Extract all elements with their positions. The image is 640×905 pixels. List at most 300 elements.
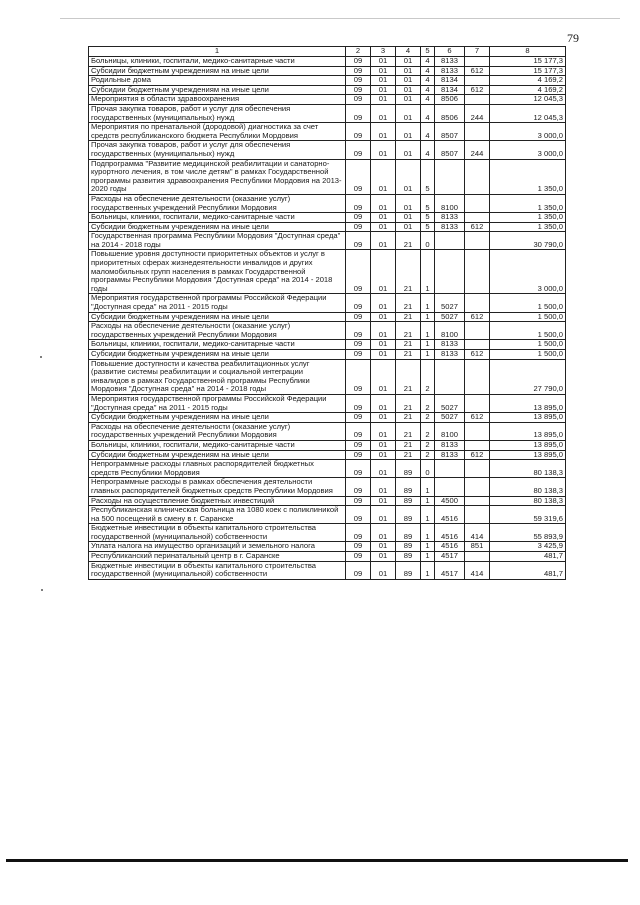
row-code: 21 — [396, 312, 421, 322]
row-amount: 12 045,3 — [490, 95, 566, 105]
scan-speck — [40, 356, 42, 358]
row-code: 414 — [465, 561, 490, 579]
row-code — [465, 123, 490, 141]
row-code: 89 — [396, 552, 421, 562]
row-code: 612 — [465, 413, 490, 423]
row-code: 01 — [396, 159, 421, 194]
row-description: Больницы, клиники, госпитали, медико-санитарные части — [89, 57, 346, 67]
row-code — [435, 250, 465, 294]
row-code: 01 — [396, 104, 421, 122]
row-code: 01 — [371, 294, 396, 312]
row-code: 8133 — [435, 213, 465, 223]
row-code: 01 — [396, 141, 421, 159]
row-code: 4 — [421, 85, 435, 95]
row-code: 01 — [371, 76, 396, 86]
row-code: 01 — [371, 104, 396, 122]
row-code: 0 — [421, 460, 435, 478]
row-code: 09 — [346, 440, 371, 450]
row-code: 01 — [371, 194, 396, 212]
row-code: 01 — [396, 213, 421, 223]
row-code: 8100 — [435, 194, 465, 212]
header-cell: 2 — [346, 47, 371, 57]
row-code: 1 — [421, 552, 435, 562]
table-row — [89, 413, 566, 423]
row-amount: 15 177,3 — [490, 66, 566, 76]
row-code: 5027 — [435, 294, 465, 312]
row-description: Бюджетные инвестиции в объекты капитального строительства государственной (муниципальной) собственности — [89, 524, 346, 542]
header-cell: 4 — [396, 47, 421, 57]
row-description: Родильные дома — [89, 76, 346, 86]
row-code: 244 — [465, 141, 490, 159]
row-code: 01 — [371, 478, 396, 496]
row-amount: 59 319,6 — [490, 506, 566, 524]
row-code: 09 — [346, 294, 371, 312]
row-amount: 3 000,0 — [490, 141, 566, 159]
row-code: 4 — [421, 141, 435, 159]
row-code: 01 — [371, 506, 396, 524]
row-code: 09 — [346, 66, 371, 76]
row-code: 1 — [421, 312, 435, 322]
row-code: 09 — [346, 104, 371, 122]
row-amount: 3 425,9 — [490, 542, 566, 552]
row-code: 21 — [396, 322, 421, 340]
row-amount: 13 895,0 — [490, 394, 566, 412]
row-code: 8506 — [435, 104, 465, 122]
scan-speck — [41, 589, 43, 591]
row-description: Республиканская клиническая больница на 1080 коек с поликлиникой на 500 посещений в смену в г. Саранске — [89, 506, 346, 524]
row-description: Мероприятия государственной программы Российской Федерации "Доступная среда" на 2011 - 2015 годы — [89, 394, 346, 412]
table-row — [89, 460, 566, 478]
table-body — [89, 57, 566, 580]
row-code: 89 — [396, 496, 421, 506]
row-description: Государственная программа Республики Мордовия "Доступная среда" на 2014 - 2018 годы — [89, 232, 346, 250]
row-code — [465, 213, 490, 223]
row-code: 09 — [346, 123, 371, 141]
row-amount: 1 500,0 — [490, 312, 566, 322]
row-amount: 1 500,0 — [490, 322, 566, 340]
row-code: 09 — [346, 159, 371, 194]
row-amount: 3 000,0 — [490, 250, 566, 294]
row-code — [435, 232, 465, 250]
header-cell: 1 — [89, 47, 346, 57]
row-code: 09 — [346, 561, 371, 579]
row-code: 612 — [465, 66, 490, 76]
row-code: 09 — [346, 350, 371, 360]
row-code: 1 — [421, 350, 435, 360]
row-code: 09 — [346, 250, 371, 294]
row-code — [465, 322, 490, 340]
row-code: 01 — [371, 524, 396, 542]
row-description: Бюджетные инвестиции в объекты капитального строительства государственной (муниципальной) собственности — [89, 561, 346, 579]
row-code — [465, 422, 490, 440]
row-code: 4 — [421, 95, 435, 105]
row-code: 09 — [346, 394, 371, 412]
row-description: Республиканский перинатальный центр в г. Саранске — [89, 552, 346, 562]
row-code: 4500 — [435, 496, 465, 506]
table-row — [89, 340, 566, 350]
row-code: 2 — [421, 413, 435, 423]
row-code: 21 — [396, 340, 421, 350]
row-code: 01 — [371, 159, 396, 194]
table-row — [89, 561, 566, 579]
row-code — [465, 394, 490, 412]
row-code — [465, 506, 490, 524]
row-description: Субсидии бюджетным учреждениям на иные цели — [89, 222, 346, 232]
table-row — [89, 496, 566, 506]
row-code: 01 — [396, 194, 421, 212]
row-code: 09 — [346, 95, 371, 105]
table-row — [89, 141, 566, 159]
row-description: Мероприятия государственной программы Российской Федерации "Доступная среда" на 2011 - 2015 годы — [89, 294, 346, 312]
row-code — [435, 159, 465, 194]
row-code — [435, 359, 465, 394]
row-code: 4516 — [435, 524, 465, 542]
row-code: 89 — [396, 506, 421, 524]
row-code — [465, 294, 490, 312]
row-code — [465, 496, 490, 506]
row-code: 8134 — [435, 76, 465, 86]
row-code: 09 — [346, 232, 371, 250]
table-row — [89, 440, 566, 450]
row-code: 01 — [371, 561, 396, 579]
row-code: 2 — [421, 440, 435, 450]
row-code: 1 — [421, 294, 435, 312]
row-amount: 15 177,3 — [490, 57, 566, 67]
row-description: Мероприятия по пренатальной (дородовой) диагностика за счет средств республиканского бюджета Республики Мордовия — [89, 123, 346, 141]
row-description: Субсидии бюджетным учреждениям на иные цели — [89, 85, 346, 95]
row-code: 09 — [346, 213, 371, 223]
table-row — [89, 350, 566, 360]
row-code: 8133 — [435, 340, 465, 350]
row-code: 01 — [371, 213, 396, 223]
row-code: 8133 — [435, 450, 465, 460]
row-code: 09 — [346, 85, 371, 95]
row-code: 8134 — [435, 85, 465, 95]
row-code — [465, 340, 490, 350]
row-amount: 80 138,3 — [490, 460, 566, 478]
row-code: 851 — [465, 542, 490, 552]
row-code: 612 — [465, 85, 490, 95]
row-code: 89 — [396, 460, 421, 478]
row-code: 414 — [465, 524, 490, 542]
row-amount: 13 895,0 — [490, 413, 566, 423]
row-code: 5 — [421, 213, 435, 223]
row-code: 01 — [396, 222, 421, 232]
table-row — [89, 394, 566, 412]
row-code: 1 — [421, 322, 435, 340]
row-code: 09 — [346, 496, 371, 506]
table-row — [89, 524, 566, 542]
table-row — [89, 66, 566, 76]
table-row — [89, 159, 566, 194]
table-row — [89, 294, 566, 312]
row-code — [435, 460, 465, 478]
row-code: 09 — [346, 194, 371, 212]
page-number: 79 — [567, 31, 579, 45]
row-description: Субсидии бюджетным учреждениям на иные цели — [89, 450, 346, 460]
row-code: 4 — [421, 76, 435, 86]
row-description: Расходы на обеспечение деятельности (оказание услуг) государственных учреждений Республики Мордовия — [89, 422, 346, 440]
row-amount: 30 790,0 — [490, 232, 566, 250]
row-code: 01 — [371, 66, 396, 76]
row-code: 01 — [371, 440, 396, 450]
header-cell: 7 — [465, 47, 490, 57]
row-amount: 1 500,0 — [490, 294, 566, 312]
row-code: 8506 — [435, 95, 465, 105]
row-code: 09 — [346, 506, 371, 524]
row-code: 2 — [421, 394, 435, 412]
header-cell: 3 — [371, 47, 396, 57]
row-code: 09 — [346, 552, 371, 562]
row-code: 09 — [346, 478, 371, 496]
row-code — [465, 57, 490, 67]
row-code — [465, 552, 490, 562]
row-code: 01 — [371, 350, 396, 360]
row-code: 01 — [396, 76, 421, 86]
table-row — [89, 359, 566, 394]
table-row — [89, 194, 566, 212]
row-code: 5027 — [435, 394, 465, 412]
table-row — [89, 76, 566, 86]
row-code: 01 — [371, 496, 396, 506]
row-code: 612 — [465, 350, 490, 360]
row-amount: 80 138,3 — [490, 478, 566, 496]
row-description: Мероприятия в области здравоохранения — [89, 95, 346, 105]
table-row — [89, 232, 566, 250]
table-row — [89, 450, 566, 460]
row-code: 4 — [421, 123, 435, 141]
table-row — [89, 322, 566, 340]
row-code — [465, 359, 490, 394]
row-code: 5027 — [435, 413, 465, 423]
row-code — [465, 76, 490, 86]
table-row — [89, 85, 566, 95]
row-code: 09 — [346, 542, 371, 552]
row-amount: 1 350,0 — [490, 222, 566, 232]
table-row — [89, 95, 566, 105]
row-code: 612 — [465, 312, 490, 322]
row-description: Непрограммные расходы главных распорядителей бюджетных средств Республики Мордовия — [89, 460, 346, 478]
table-row — [89, 123, 566, 141]
row-code: 5 — [421, 222, 435, 232]
row-code: 89 — [396, 478, 421, 496]
table-row — [89, 222, 566, 232]
row-code: 21 — [396, 450, 421, 460]
row-description: Расходы на осуществление бюджетных инвестиций — [89, 496, 346, 506]
row-amount: 1 350,0 — [490, 159, 566, 194]
row-code: 612 — [465, 222, 490, 232]
row-amount: 1 500,0 — [490, 350, 566, 360]
row-amount: 1 350,0 — [490, 213, 566, 223]
row-code — [465, 250, 490, 294]
row-code: 01 — [371, 312, 396, 322]
table-row — [89, 478, 566, 496]
row-code: 09 — [346, 57, 371, 67]
row-code: 01 — [371, 394, 396, 412]
row-code: 01 — [371, 95, 396, 105]
row-code: 01 — [396, 123, 421, 141]
row-code — [465, 440, 490, 450]
row-amount: 481,7 — [490, 552, 566, 562]
row-description: Непрограммные расходы в рамках обеспечения деятельности главных распорядителей бюджетных средств Республики Мордовия — [89, 478, 346, 496]
row-description: Прочая закупка товаров, работ и услуг для обеспечения государственных (муниципальных) нужд — [89, 104, 346, 122]
row-code — [465, 460, 490, 478]
row-code — [465, 95, 490, 105]
row-code: 2 — [421, 422, 435, 440]
row-amount: 12 045,3 — [490, 104, 566, 122]
table-row — [89, 312, 566, 322]
row-description: Больницы, клиники, госпитали, медико-санитарные части — [89, 440, 346, 450]
row-code: 4517 — [435, 552, 465, 562]
row-code: 1 — [421, 561, 435, 579]
row-code: 612 — [465, 450, 490, 460]
table-row — [89, 57, 566, 67]
row-code: 01 — [371, 552, 396, 562]
row-code: 4 — [421, 104, 435, 122]
row-code: 01 — [371, 542, 396, 552]
row-code: 21 — [396, 359, 421, 394]
row-code — [465, 478, 490, 496]
row-code: 89 — [396, 542, 421, 552]
row-amount: 13 895,0 — [490, 450, 566, 460]
row-code: 21 — [396, 232, 421, 250]
row-code: 244 — [465, 104, 490, 122]
row-code: 21 — [396, 422, 421, 440]
row-code: 2 — [421, 359, 435, 394]
row-code: 8133 — [435, 66, 465, 76]
row-code: 09 — [346, 340, 371, 350]
row-code: 09 — [346, 322, 371, 340]
budget-table — [88, 46, 566, 580]
row-description: Прочая закупка товаров, работ и услуг для обеспечения государственных (муниципальных) нужд — [89, 141, 346, 159]
row-code: 09 — [346, 222, 371, 232]
row-code: 01 — [396, 85, 421, 95]
row-code: 21 — [396, 413, 421, 423]
row-code: 21 — [396, 394, 421, 412]
row-code — [465, 232, 490, 250]
row-code: 8133 — [435, 57, 465, 67]
row-code: 09 — [346, 422, 371, 440]
row-amount: 13 895,0 — [490, 440, 566, 450]
row-amount: 481,7 — [490, 561, 566, 579]
row-description: Подпрограмма "Развитие медицинской реабилитации и санаторно-курортного лечения, в том числе детям" в рамках Государственной программы развития здравоохранения Республики Мордовия на 2013-2020 годы — [89, 159, 346, 194]
row-code: 21 — [396, 440, 421, 450]
row-code: 09 — [346, 141, 371, 159]
row-description: Расходы на обеспечение деятельности (оказание услуг) государственных учреждений Республики Мордовия — [89, 194, 346, 212]
row-code: 01 — [371, 222, 396, 232]
header-cell: 8 — [490, 47, 566, 57]
row-code: 1 — [421, 340, 435, 350]
table-row — [89, 422, 566, 440]
row-code: 01 — [371, 232, 396, 250]
header-cell: 6 — [435, 47, 465, 57]
row-description: Расходы на обеспечение деятельности (оказание услуг) государственных учреждений Республики Мордовия — [89, 322, 346, 340]
row-description: Субсидии бюджетным учреждениям на иные цели — [89, 312, 346, 322]
row-code: 01 — [371, 450, 396, 460]
row-code: 21 — [396, 250, 421, 294]
row-code: 89 — [396, 561, 421, 579]
row-code — [435, 478, 465, 496]
row-code — [465, 159, 490, 194]
row-code: 4 — [421, 57, 435, 67]
row-amount: 27 790,0 — [490, 359, 566, 394]
row-code: 01 — [371, 322, 396, 340]
row-code: 09 — [346, 450, 371, 460]
row-code: 21 — [396, 350, 421, 360]
row-code: 09 — [346, 524, 371, 542]
row-code: 01 — [396, 57, 421, 67]
row-code: 0 — [421, 232, 435, 250]
row-amount: 4 169,2 — [490, 76, 566, 86]
row-code: 4516 — [435, 542, 465, 552]
row-amount: 4 169,2 — [490, 85, 566, 95]
row-code: 1 — [421, 478, 435, 496]
row-code: 01 — [371, 359, 396, 394]
row-amount: 55 893,9 — [490, 524, 566, 542]
row-code: 1 — [421, 496, 435, 506]
row-code: 4516 — [435, 506, 465, 524]
row-code: 1 — [421, 542, 435, 552]
row-code: 09 — [346, 413, 371, 423]
row-description: Больницы, клиники, госпитали, медико-санитарные части — [89, 340, 346, 350]
row-code: 8133 — [435, 440, 465, 450]
row-description: Уплата налога на имущество организаций и земельного налога — [89, 542, 346, 552]
row-code: 5 — [421, 159, 435, 194]
header-cell: 5 — [421, 47, 435, 57]
row-code: 8100 — [435, 422, 465, 440]
table-row — [89, 506, 566, 524]
row-code: 01 — [396, 95, 421, 105]
row-code: 1 — [421, 250, 435, 294]
row-code: 09 — [346, 76, 371, 86]
row-description: Субсидии бюджетным учреждениям на иные цели — [89, 350, 346, 360]
table-row — [89, 542, 566, 552]
row-code: 01 — [371, 413, 396, 423]
row-code: 4 — [421, 66, 435, 76]
row-code: 01 — [371, 460, 396, 478]
row-amount: 3 000,0 — [490, 123, 566, 141]
bottom-scan-bar — [6, 859, 628, 862]
row-description: Субсидии бюджетным учреждениям на иные цели — [89, 413, 346, 423]
row-description: Субсидии бюджетным учреждениям на иные цели — [89, 66, 346, 76]
row-code: 01 — [371, 141, 396, 159]
row-code: 01 — [371, 85, 396, 95]
row-code: 01 — [371, 250, 396, 294]
table-row — [89, 250, 566, 294]
row-code: 1 — [421, 524, 435, 542]
row-code: 8133 — [435, 350, 465, 360]
table-row — [89, 552, 566, 562]
row-code: 1 — [421, 506, 435, 524]
row-code: 5027 — [435, 312, 465, 322]
row-code: 8507 — [435, 141, 465, 159]
table-header-row — [89, 47, 566, 57]
row-code: 09 — [346, 312, 371, 322]
row-code: 89 — [396, 524, 421, 542]
table-row — [89, 104, 566, 122]
row-description: Больницы, клиники, госпитали, медико-санитарные части — [89, 213, 346, 223]
table-row — [89, 213, 566, 223]
row-code: 5 — [421, 194, 435, 212]
row-code — [465, 194, 490, 212]
row-code: 8100 — [435, 322, 465, 340]
row-code: 01 — [371, 422, 396, 440]
row-code: 01 — [396, 66, 421, 76]
row-amount: 1 500,0 — [490, 340, 566, 350]
row-description: Повышение уровня доступности приоритетных объектов и услуг в приоритетных сферах жизнедеятельности инвалидов и других маломобильных групп населения в рамках Государственной программы Республики Мордовия "Доступная среда" на 2014 - 2018 годы — [89, 250, 346, 294]
row-amount: 80 138,3 — [490, 496, 566, 506]
row-code: 01 — [371, 57, 396, 67]
